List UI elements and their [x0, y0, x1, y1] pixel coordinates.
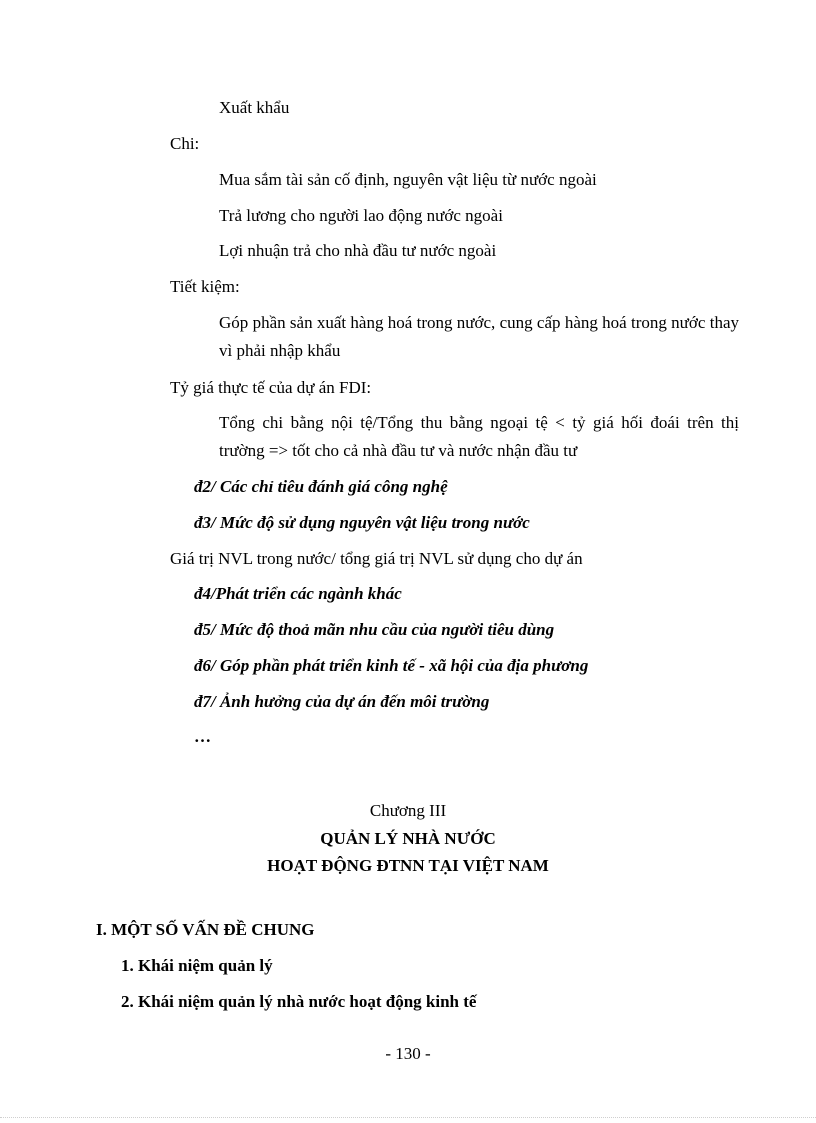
text-mua-sam: Mua sắm tài sản cố định, nguyên vật liệu từ nước ngoài [219, 170, 597, 189]
chapter-title-line1: QUẢN LÝ NHÀ NƯỚC [320, 829, 496, 848]
subheading-d5: đ5/ Mức độ thoả mãn nhu cầu của người tiêu dùng [194, 620, 555, 639]
text-tiet-kiem-heading: Tiết kiệm: [170, 277, 240, 296]
text-xuat-khau: Xuất khẩu [219, 98, 290, 117]
section-item-1: 1. Khái niệm quản lý [121, 956, 273, 975]
subheading-d2: đ2/ Các chỉ tiêu đánh giá công nghệ [194, 477, 448, 496]
subheading-d6: đ6/ Góp phần phát triển kinh tế - xã hội của địa phương [194, 656, 589, 675]
subheading-d4: đ4/Phát triển các ngành khác [194, 584, 402, 603]
paragraph-tong-chi: Tổng chi bằng nội tệ/Tổng thu bằng ngoại tệ < tỷ giá hối đoái trên thị trường => tốt cho cả nhà đầu tư và nước nhận đầu tư [219, 413, 739, 460]
text-ty-gia-heading: Tỷ giá thực tế của dự án FDI: [170, 378, 372, 397]
ellipsis: … [194, 727, 211, 746]
chapter-label: Chương III [369, 801, 447, 820]
subheading-d3: đ3/ Mức độ sử dụng nguyên vật liệu trong nước [194, 513, 530, 532]
text-loi-nhuan: Lợi nhuận trả cho nhà đầu tư nước ngoài [219, 241, 497, 260]
text-tra-luong: Trả lương cho người lao động nước ngoài [219, 206, 503, 225]
chapter-title-line2: HOẠT ĐỘNG ĐTNN TẠI VIỆT NAM [267, 856, 549, 875]
text-gia-tri-nvl: Giá trị NVL trong nước/ tổng giá trị NVL sử dụng cho dự án [170, 549, 583, 568]
text-chi-heading: Chi: [170, 134, 200, 153]
page-number: - 130 - [385, 1044, 431, 1063]
paragraph-gop-phan: Góp phần sản xuất hàng hoá trong nước, cung cấp hàng hoá trong nước thay vì phải nhập khẩu [219, 313, 739, 360]
section-heading: I. MỘT SỐ VẤN ĐỀ CHUNG [96, 920, 315, 939]
bottom-divider [0, 1117, 816, 1118]
subheading-d7: đ7/ Ảnh hưởng của dự án đến môi trường [194, 692, 490, 711]
section-item-2: 2. Khái niệm quản lý nhà nước hoạt động kinh tế [121, 992, 477, 1011]
